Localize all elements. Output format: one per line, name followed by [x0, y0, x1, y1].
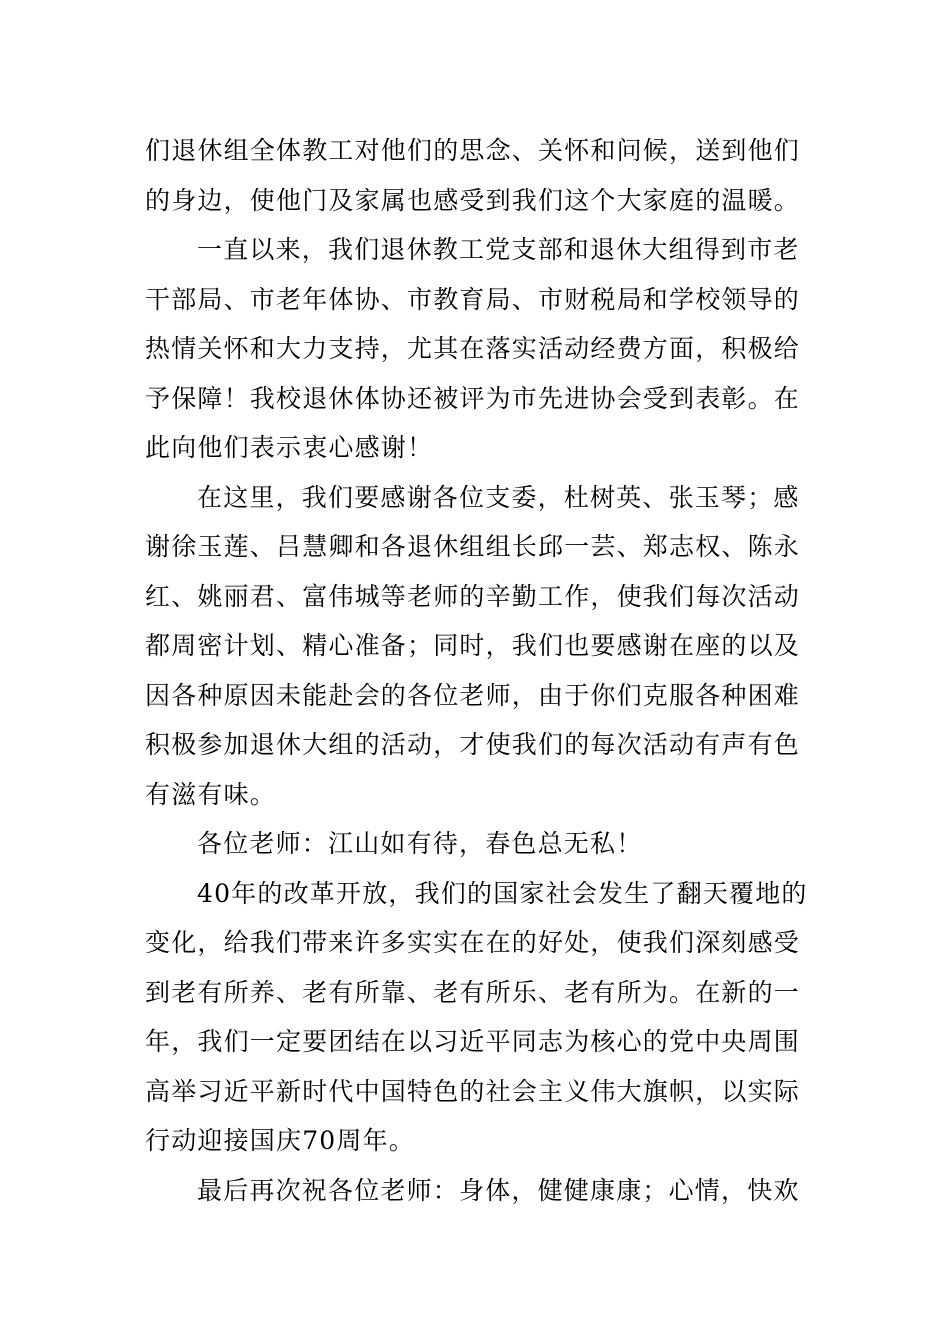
text-line: 在这里，我们要感谢各位支委，杜树英、张玉琴；感 [197, 482, 800, 512]
document-body [145, 126, 809, 1215]
text-line: 因各种原因未能赴会的各位老师，由于你们克服各种困难 [145, 680, 801, 710]
text-line: 予保障！我校退休体协还被评为市先进协会受到表彰。在 [145, 383, 801, 413]
text-line: 此向他们表示衷心感谢！ [145, 433, 434, 462]
text-line: 到老有所养、老有所靠、老有所乐、老有所为。在新的一 [145, 977, 801, 1007]
text-line: 行动迎接国庆70周年。 [145, 1126, 416, 1155]
text-line: 热情关怀和大力支持，尤其在落实活动经费方面，积极给 [145, 334, 801, 363]
text-line: 一直以来，我们退休教工党支部和退休大组得到市老 [197, 235, 800, 264]
text-line: 都周密计划、精心准备；同时，我们也要感谢在座的以及 [145, 631, 801, 660]
text-line: 年，我们一定要团结在以习近平同志为核心的党中央周围 [145, 1027, 801, 1056]
text-line: 们退休组全体教工对他们的思念、关怀和问候，送到他们 [145, 136, 801, 165]
text-line: 40年的改革开放，我们的国家社会发生了翻天覆地的 [197, 878, 808, 908]
text-line: 的身边，使他门及家属也感受到我们这个大家庭的温暖。 [145, 185, 801, 215]
text-line: 干部局、市老年体协、市教育局、市财税局和学校领导的 [145, 284, 801, 314]
text-line: 有滋有味。 [145, 779, 277, 809]
text-line: 各位老师：江山如有待，春色总无私！ [197, 829, 643, 858]
text-line: 变化，给我们带来许多实实在在的好处，使我们深刻感受 [145, 928, 801, 957]
text-line: 谢徐玉莲、吕慧卿和各退休组组长邱一芸、郑志权、陈永 [145, 532, 801, 561]
text-line: 高举习近平新时代中国特色的社会主义伟大旗帜，以实际 [145, 1076, 801, 1106]
text-line: 红、姚丽君、富伟城等老师的辛勤工作，使我们每次活动 [145, 581, 801, 611]
text-line: 积极参加退休大组的活动，才使我们的每次活动有声有色 [145, 730, 801, 759]
text-line: 最后再次祝各位老师：身体，健健康康；心情，快欢 [197, 1175, 800, 1205]
